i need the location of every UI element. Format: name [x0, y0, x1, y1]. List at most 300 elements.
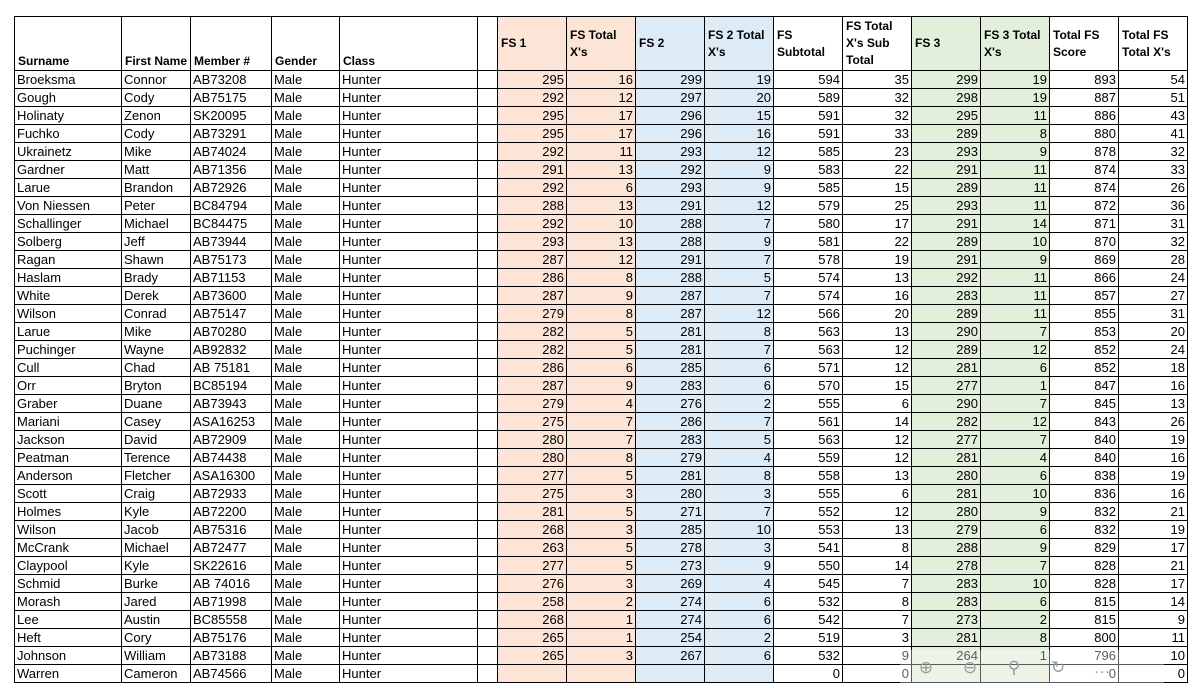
cell-fs-subtotal[interactable]: 574	[774, 269, 843, 287]
cell-fs1[interactable]: 295	[498, 71, 567, 89]
cell-member[interactable]: AB74024	[191, 143, 272, 161]
cell-member[interactable]: BC85194	[191, 377, 272, 395]
cell-class[interactable]: Hunter	[340, 503, 478, 521]
cell-first-name[interactable]: Jacob	[122, 521, 191, 539]
cell-gender[interactable]: Male	[272, 89, 340, 107]
cell-fs1[interactable]: 291	[498, 161, 567, 179]
cell-total-score[interactable]: 874	[1050, 179, 1119, 197]
header-fs1-x[interactable]: FS Total X's	[567, 17, 636, 71]
cell-fs-x-subtotal[interactable]: 35	[843, 71, 912, 89]
cell-member[interactable]: AB 75181	[191, 359, 272, 377]
cell-fs2-x[interactable]: 9	[705, 233, 774, 251]
cell-total-x[interactable]: 54	[1119, 71, 1188, 89]
cell-fs3-x[interactable]: 7	[981, 395, 1050, 413]
cell-fs-x-subtotal[interactable]: 13	[843, 521, 912, 539]
cell-total-score[interactable]: 872	[1050, 197, 1119, 215]
cell-first-name[interactable]: Wayne	[122, 341, 191, 359]
cell-fs2[interactable]: 274	[636, 593, 705, 611]
cell-class[interactable]: Hunter	[340, 341, 478, 359]
cell-class[interactable]: Hunter	[340, 269, 478, 287]
cell-gender[interactable]: Male	[272, 359, 340, 377]
cell-fs-x-subtotal[interactable]: 12	[843, 359, 912, 377]
cell-fs2-x[interactable]: 7	[705, 251, 774, 269]
header-fs-x-subtotal[interactable]: FS Total X's Sub Total	[843, 17, 912, 71]
cell-surname[interactable]: Broeksma	[15, 71, 122, 89]
cell-total-x[interactable]: 33	[1119, 161, 1188, 179]
cell-surname[interactable]: Gough	[15, 89, 122, 107]
cell-fs-subtotal[interactable]: 555	[774, 485, 843, 503]
cell-class[interactable]: Hunter	[340, 305, 478, 323]
cell-class[interactable]: Hunter	[340, 467, 478, 485]
cell-fs2[interactable]: 285	[636, 359, 705, 377]
cell-fs2-x[interactable]: 6	[705, 593, 774, 611]
cell-fs-subtotal[interactable]: 574	[774, 287, 843, 305]
cell-fs-x-subtotal[interactable]: 32	[843, 89, 912, 107]
cell-fs1-x[interactable]: 5	[567, 323, 636, 341]
cell-fs1[interactable]: 286	[498, 269, 567, 287]
cell-fs1-x[interactable]: 6	[567, 359, 636, 377]
cell-fs1[interactable]: 268	[498, 611, 567, 629]
cell-total-score[interactable]: 852	[1050, 341, 1119, 359]
cell-member[interactable]: BC85558	[191, 611, 272, 629]
cell-fs2[interactable]: 274	[636, 611, 705, 629]
cell-first-name[interactable]: Jeff	[122, 233, 191, 251]
cell-surname[interactable]: Solberg	[15, 233, 122, 251]
cell-gender[interactable]: Male	[272, 269, 340, 287]
cell-total-x[interactable]: 32	[1119, 233, 1188, 251]
cell-total-x[interactable]: 17	[1119, 539, 1188, 557]
cell-fs1-x[interactable]: 5	[567, 539, 636, 557]
cell-member[interactable]: AB72909	[191, 431, 272, 449]
cell-first-name[interactable]: Mike	[122, 323, 191, 341]
cell-first-name[interactable]: Shawn	[122, 251, 191, 269]
cell-fs3[interactable]: 295	[912, 107, 981, 125]
cell-gender[interactable]: Male	[272, 323, 340, 341]
cell-first-name[interactable]: Craig	[122, 485, 191, 503]
cell-surname[interactable]: Schallinger	[15, 215, 122, 233]
cell-total-score[interactable]: 852	[1050, 359, 1119, 377]
cell-fs3[interactable]: 279	[912, 521, 981, 539]
cell-fs3-x[interactable]: 11	[981, 305, 1050, 323]
cell-total-score[interactable]: 815	[1050, 593, 1119, 611]
cell-first-name[interactable]: Matt	[122, 161, 191, 179]
header-fs-subtotal[interactable]: FS Subtotal	[774, 17, 843, 71]
cell-gender[interactable]: Male	[272, 665, 340, 683]
cell-gender[interactable]: Male	[272, 107, 340, 125]
cell-fs1[interactable]: 280	[498, 431, 567, 449]
cell-fs3[interactable]: 290	[912, 323, 981, 341]
cell-total-score[interactable]: 847	[1050, 377, 1119, 395]
cell-fs1-x[interactable]: 8	[567, 449, 636, 467]
cell-fs1[interactable]: 275	[498, 485, 567, 503]
cell-fs2-x[interactable]: 8	[705, 467, 774, 485]
cell-fs3[interactable]: 299	[912, 71, 981, 89]
cell-fs3-x[interactable]: 10	[981, 575, 1050, 593]
cell-first-name[interactable]: Chad	[122, 359, 191, 377]
cell-fs1-x[interactable]: 5	[567, 341, 636, 359]
cell-fs3-x[interactable]: 9	[981, 503, 1050, 521]
cell-fs1-x[interactable]: 5	[567, 467, 636, 485]
cell-fs-x-subtotal[interactable]: 22	[843, 161, 912, 179]
cell-fs-x-subtotal[interactable]: 23	[843, 143, 912, 161]
cell-fs1-x[interactable]: 5	[567, 503, 636, 521]
cell-class[interactable]: Hunter	[340, 359, 478, 377]
cell-total-x[interactable]: 16	[1119, 377, 1188, 395]
cell-fs3[interactable]: 281	[912, 485, 981, 503]
cell-fs-x-subtotal[interactable]: 33	[843, 125, 912, 143]
cell-fs-subtotal[interactable]: 558	[774, 467, 843, 485]
cell-surname[interactable]: Haslam	[15, 269, 122, 287]
cell-fs-x-subtotal[interactable]: 8	[843, 539, 912, 557]
header-fs3-x[interactable]: FS 3 Total X's	[981, 17, 1050, 71]
cell-fs1-x[interactable]: 11	[567, 143, 636, 161]
cell-fs3[interactable]: 277	[912, 377, 981, 395]
cell-total-x[interactable]: 17	[1119, 575, 1188, 593]
cell-fs2[interactable]: 293	[636, 179, 705, 197]
cell-class[interactable]: Hunter	[340, 611, 478, 629]
cell-total-x[interactable]: 28	[1119, 251, 1188, 269]
cell-fs1-x[interactable]: 13	[567, 161, 636, 179]
cell-gender[interactable]: Male	[272, 647, 340, 665]
cell-fs3[interactable]: 289	[912, 233, 981, 251]
cell-fs-subtotal[interactable]: 571	[774, 359, 843, 377]
cell-total-x[interactable]: 41	[1119, 125, 1188, 143]
cell-member[interactable]: AB75147	[191, 305, 272, 323]
cell-fs-x-subtotal[interactable]: 3	[843, 629, 912, 647]
cell-total-x[interactable]: 51	[1119, 89, 1188, 107]
cell-fs-subtotal[interactable]: 561	[774, 413, 843, 431]
cell-fs1[interactable]: 265	[498, 629, 567, 647]
cell-fs3-x[interactable]: 6	[981, 467, 1050, 485]
cell-fs3[interactable]: 289	[912, 179, 981, 197]
cell-surname[interactable]: White	[15, 287, 122, 305]
cell-member[interactable]: AB75173	[191, 251, 272, 269]
cell-total-x[interactable]: 36	[1119, 197, 1188, 215]
cell-fs1-x[interactable]: 4	[567, 395, 636, 413]
cell-fs1[interactable]: 293	[498, 233, 567, 251]
cell-fs1[interactable]: 282	[498, 341, 567, 359]
cell-fs-x-subtotal[interactable]: 12	[843, 341, 912, 359]
cell-fs-subtotal[interactable]: 580	[774, 215, 843, 233]
cell-fs2-x[interactable]: 9	[705, 161, 774, 179]
cell-fs1-x[interactable]	[567, 665, 636, 683]
cell-surname[interactable]: Graber	[15, 395, 122, 413]
header-gender[interactable]: Gender	[272, 17, 340, 71]
cell-fs3-x[interactable]: 7	[981, 323, 1050, 341]
cell-fs-subtotal[interactable]: 581	[774, 233, 843, 251]
cell-surname[interactable]: Claypool	[15, 557, 122, 575]
cell-fs1-x[interactable]: 6	[567, 179, 636, 197]
cell-fs-subtotal[interactable]: 563	[774, 431, 843, 449]
cell-fs3-x[interactable]: 9	[981, 143, 1050, 161]
cell-first-name[interactable]: Michael	[122, 215, 191, 233]
cell-total-score[interactable]: 829	[1050, 539, 1119, 557]
cell-total-score[interactable]: 828	[1050, 575, 1119, 593]
cell-class[interactable]: Hunter	[340, 143, 478, 161]
cell-fs2-x[interactable]: 20	[705, 89, 774, 107]
cell-fs1[interactable]	[498, 665, 567, 683]
cell-fs1[interactable]: 279	[498, 395, 567, 413]
cell-fs3-x[interactable]: 11	[981, 107, 1050, 125]
cell-class[interactable]: Hunter	[340, 161, 478, 179]
cell-surname[interactable]: Cull	[15, 359, 122, 377]
cell-surname[interactable]: Gardner	[15, 161, 122, 179]
cell-fs2-x[interactable]: 8	[705, 323, 774, 341]
cell-gender[interactable]: Male	[272, 197, 340, 215]
cell-total-score[interactable]: 838	[1050, 467, 1119, 485]
cell-member[interactable]: ASA16300	[191, 467, 272, 485]
cell-class[interactable]: Hunter	[340, 647, 478, 665]
cell-class[interactable]: Hunter	[340, 395, 478, 413]
cell-fs-subtotal[interactable]: 563	[774, 341, 843, 359]
cell-fs-x-subtotal[interactable]: 6	[843, 485, 912, 503]
cell-fs1-x[interactable]: 1	[567, 611, 636, 629]
cell-first-name[interactable]: Casey	[122, 413, 191, 431]
cell-gender[interactable]: Male	[272, 557, 340, 575]
cell-fs-x-subtotal[interactable]: 12	[843, 503, 912, 521]
cell-fs3[interactable]: 293	[912, 143, 981, 161]
cell-member[interactable]: AB71998	[191, 593, 272, 611]
cell-gender[interactable]: Male	[272, 233, 340, 251]
cell-class[interactable]: Hunter	[340, 197, 478, 215]
cell-fs1-x[interactable]: 7	[567, 413, 636, 431]
cell-fs1-x[interactable]: 8	[567, 305, 636, 323]
cell-fs1-x[interactable]: 3	[567, 485, 636, 503]
cell-first-name[interactable]: Zenon	[122, 107, 191, 125]
cell-fs2[interactable]: 292	[636, 161, 705, 179]
cell-member[interactable]: AB72926	[191, 179, 272, 197]
cell-fs2-x[interactable]: 6	[705, 611, 774, 629]
cell-fs1[interactable]: 292	[498, 179, 567, 197]
cell-fs2-x[interactable]	[705, 665, 774, 683]
zoom-in-icon[interactable]: ⊕	[918, 658, 934, 677]
cell-fs3-x[interactable]: 11	[981, 269, 1050, 287]
cell-total-score[interactable]: 832	[1050, 503, 1119, 521]
cell-surname[interactable]: Von Niessen	[15, 197, 122, 215]
cell-fs2[interactable]: 288	[636, 269, 705, 287]
cell-fs-x-subtotal[interactable]: 0	[843, 665, 912, 683]
cell-fs2[interactable]: 291	[636, 251, 705, 269]
cell-member[interactable]: AB71356	[191, 161, 272, 179]
cell-total-score[interactable]: 878	[1050, 143, 1119, 161]
cell-fs3[interactable]: 278	[912, 557, 981, 575]
cell-gender[interactable]: Male	[272, 431, 340, 449]
cell-fs-subtotal[interactable]: 570	[774, 377, 843, 395]
cell-class[interactable]: Hunter	[340, 575, 478, 593]
cell-fs2-x[interactable]: 7	[705, 503, 774, 521]
cell-gender[interactable]: Male	[272, 449, 340, 467]
cell-surname[interactable]: Holinaty	[15, 107, 122, 125]
cell-member[interactable]: AB73188	[191, 647, 272, 665]
cell-fs3[interactable]: 298	[912, 89, 981, 107]
cell-gender[interactable]: Male	[272, 593, 340, 611]
cell-fs1[interactable]: 280	[498, 449, 567, 467]
cell-fs-subtotal[interactable]: 519	[774, 629, 843, 647]
cell-first-name[interactable]: Austin	[122, 611, 191, 629]
cell-first-name[interactable]: Bryton	[122, 377, 191, 395]
cell-fs3-x[interactable]: 7	[981, 431, 1050, 449]
cell-fs2-x[interactable]: 7	[705, 341, 774, 359]
cell-gender[interactable]: Male	[272, 413, 340, 431]
cell-class[interactable]: Hunter	[340, 323, 478, 341]
cell-fs3-x[interactable]: 6	[981, 521, 1050, 539]
cell-fs1-x[interactable]: 8	[567, 269, 636, 287]
cell-fs3-x[interactable]: 8	[981, 125, 1050, 143]
cell-fs2[interactable]: 296	[636, 107, 705, 125]
cell-first-name[interactable]: Cody	[122, 125, 191, 143]
cell-fs1-x[interactable]: 13	[567, 197, 636, 215]
cell-fs-x-subtotal[interactable]: 16	[843, 287, 912, 305]
cell-fs-subtotal[interactable]: 552	[774, 503, 843, 521]
cell-fs3[interactable]: 264	[912, 647, 981, 665]
cell-class[interactable]: Hunter	[340, 287, 478, 305]
cell-surname[interactable]: Lee	[15, 611, 122, 629]
cell-fs3[interactable]: 289	[912, 341, 981, 359]
cell-fs1[interactable]: 281	[498, 503, 567, 521]
cell-total-score[interactable]: 853	[1050, 323, 1119, 341]
cell-fs1[interactable]: 276	[498, 575, 567, 593]
cell-fs2-x[interactable]: 3	[705, 539, 774, 557]
cell-surname[interactable]: McCrank	[15, 539, 122, 557]
header-fs2-x[interactable]: FS 2 Total X's	[705, 17, 774, 71]
cell-first-name[interactable]: Jared	[122, 593, 191, 611]
cell-fs2-x[interactable]: 6	[705, 359, 774, 377]
cell-surname[interactable]: Johnson	[15, 647, 122, 665]
cell-total-x[interactable]: 24	[1119, 269, 1188, 287]
cell-surname[interactable]: Jackson	[15, 431, 122, 449]
cell-fs1-x[interactable]: 3	[567, 521, 636, 539]
cell-member[interactable]: AB92832	[191, 341, 272, 359]
cell-fs-x-subtotal[interactable]: 22	[843, 233, 912, 251]
cell-first-name[interactable]: Derek	[122, 287, 191, 305]
cell-fs1-x[interactable]: 17	[567, 107, 636, 125]
cell-fs1[interactable]: 277	[498, 557, 567, 575]
cell-class[interactable]: Hunter	[340, 557, 478, 575]
cell-fs3-x[interactable]: 6	[981, 359, 1050, 377]
cell-gender[interactable]: Male	[272, 125, 340, 143]
cell-fs3[interactable]: 288	[912, 539, 981, 557]
cell-fs3-x[interactable]: 1	[981, 377, 1050, 395]
cell-fs2-x[interactable]: 9	[705, 179, 774, 197]
cell-total-x[interactable]: 26	[1119, 179, 1188, 197]
cell-fs2-x[interactable]: 6	[705, 377, 774, 395]
cell-member[interactable]: AB74566	[191, 665, 272, 683]
cell-fs1[interactable]: 288	[498, 197, 567, 215]
cell-fs2-x[interactable]: 4	[705, 575, 774, 593]
cell-fs3[interactable]: 290	[912, 395, 981, 413]
cell-fs3[interactable]: 281	[912, 359, 981, 377]
cell-fs1[interactable]: 279	[498, 305, 567, 323]
cell-member[interactable]: AB75316	[191, 521, 272, 539]
cell-fs-x-subtotal[interactable]: 13	[843, 269, 912, 287]
cell-fs-subtotal[interactable]: 594	[774, 71, 843, 89]
header-first-name[interactable]: First Name	[122, 17, 191, 71]
cell-first-name[interactable]: Michael	[122, 539, 191, 557]
cell-fs2[interactable]: 299	[636, 71, 705, 89]
cell-fs1[interactable]: 292	[498, 89, 567, 107]
cell-class[interactable]: Hunter	[340, 431, 478, 449]
cell-fs2[interactable]: 269	[636, 575, 705, 593]
cell-member[interactable]: ASA16253	[191, 413, 272, 431]
cell-first-name[interactable]: Brady	[122, 269, 191, 287]
cell-fs2[interactable]: 291	[636, 197, 705, 215]
cell-total-x[interactable]: 32	[1119, 143, 1188, 161]
cell-fs2[interactable]: 286	[636, 413, 705, 431]
cell-fs-subtotal[interactable]: 559	[774, 449, 843, 467]
cell-fs-x-subtotal[interactable]: 15	[843, 377, 912, 395]
cell-first-name[interactable]: Mike	[122, 143, 191, 161]
cell-fs2[interactable]: 281	[636, 341, 705, 359]
cell-total-score[interactable]: 840	[1050, 449, 1119, 467]
cell-first-name[interactable]: Kyle	[122, 503, 191, 521]
cell-first-name[interactable]: Cameron	[122, 665, 191, 683]
cell-fs1-x[interactable]: 16	[567, 71, 636, 89]
cell-fs-x-subtotal[interactable]: 14	[843, 557, 912, 575]
cell-gender[interactable]: Male	[272, 179, 340, 197]
cell-surname[interactable]: Ukrainetz	[15, 143, 122, 161]
cell-fs3-x[interactable]: 14	[981, 215, 1050, 233]
cell-fs1-x[interactable]: 9	[567, 377, 636, 395]
cell-fs-x-subtotal[interactable]: 25	[843, 197, 912, 215]
cell-fs3[interactable]: 291	[912, 215, 981, 233]
cell-fs-x-subtotal[interactable]: 7	[843, 575, 912, 593]
cell-fs3[interactable]: 292	[912, 269, 981, 287]
cell-fs3[interactable]: 283	[912, 287, 981, 305]
cell-total-x[interactable]: 31	[1119, 215, 1188, 233]
cell-class[interactable]: Hunter	[340, 215, 478, 233]
cell-gender[interactable]: Male	[272, 305, 340, 323]
cell-fs-subtotal[interactable]: 591	[774, 125, 843, 143]
cell-fs2[interactable]: 281	[636, 467, 705, 485]
cell-total-score[interactable]: 796	[1050, 647, 1119, 665]
cell-total-x[interactable]: 24	[1119, 341, 1188, 359]
cell-gender[interactable]: Male	[272, 521, 340, 539]
header-member[interactable]: Member #	[191, 17, 272, 71]
cell-fs3-x[interactable]: 12	[981, 341, 1050, 359]
cell-fs1-x[interactable]: 5	[567, 557, 636, 575]
cell-fs1[interactable]: 287	[498, 251, 567, 269]
cell-fs3-x[interactable]: 12	[981, 413, 1050, 431]
cell-surname[interactable]: Scott	[15, 485, 122, 503]
cell-total-score[interactable]: 815	[1050, 611, 1119, 629]
cell-total-score[interactable]: 866	[1050, 269, 1119, 287]
cell-total-score[interactable]: 857	[1050, 287, 1119, 305]
cell-fs2-x[interactable]: 2	[705, 629, 774, 647]
cell-fs3-x[interactable]: 19	[981, 89, 1050, 107]
cell-surname[interactable]: Morash	[15, 593, 122, 611]
cell-member[interactable]: AB74438	[191, 449, 272, 467]
cell-total-score[interactable]: 0	[1050, 665, 1119, 683]
cell-fs-subtotal[interactable]: 0	[774, 665, 843, 683]
zoom-out-icon[interactable]: ⊖	[962, 658, 978, 677]
cell-fs-x-subtotal[interactable]: 8	[843, 593, 912, 611]
cell-fs2-x[interactable]: 4	[705, 449, 774, 467]
cell-fs1[interactable]: 287	[498, 287, 567, 305]
cell-class[interactable]: Hunter	[340, 413, 478, 431]
cell-total-x[interactable]: 31	[1119, 305, 1188, 323]
cell-fs2-x[interactable]: 10	[705, 521, 774, 539]
cell-class[interactable]: Hunter	[340, 107, 478, 125]
cell-total-x[interactable]: 14	[1119, 593, 1188, 611]
cell-member[interactable]: AB72933	[191, 485, 272, 503]
cell-fs2[interactable]	[636, 665, 705, 683]
cell-first-name[interactable]: David	[122, 431, 191, 449]
cell-total-x[interactable]: 21	[1119, 503, 1188, 521]
cell-gender[interactable]: Male	[272, 575, 340, 593]
cell-surname[interactable]: Wilson	[15, 521, 122, 539]
cell-fs2[interactable]: 267	[636, 647, 705, 665]
cell-first-name[interactable]: Cody	[122, 89, 191, 107]
